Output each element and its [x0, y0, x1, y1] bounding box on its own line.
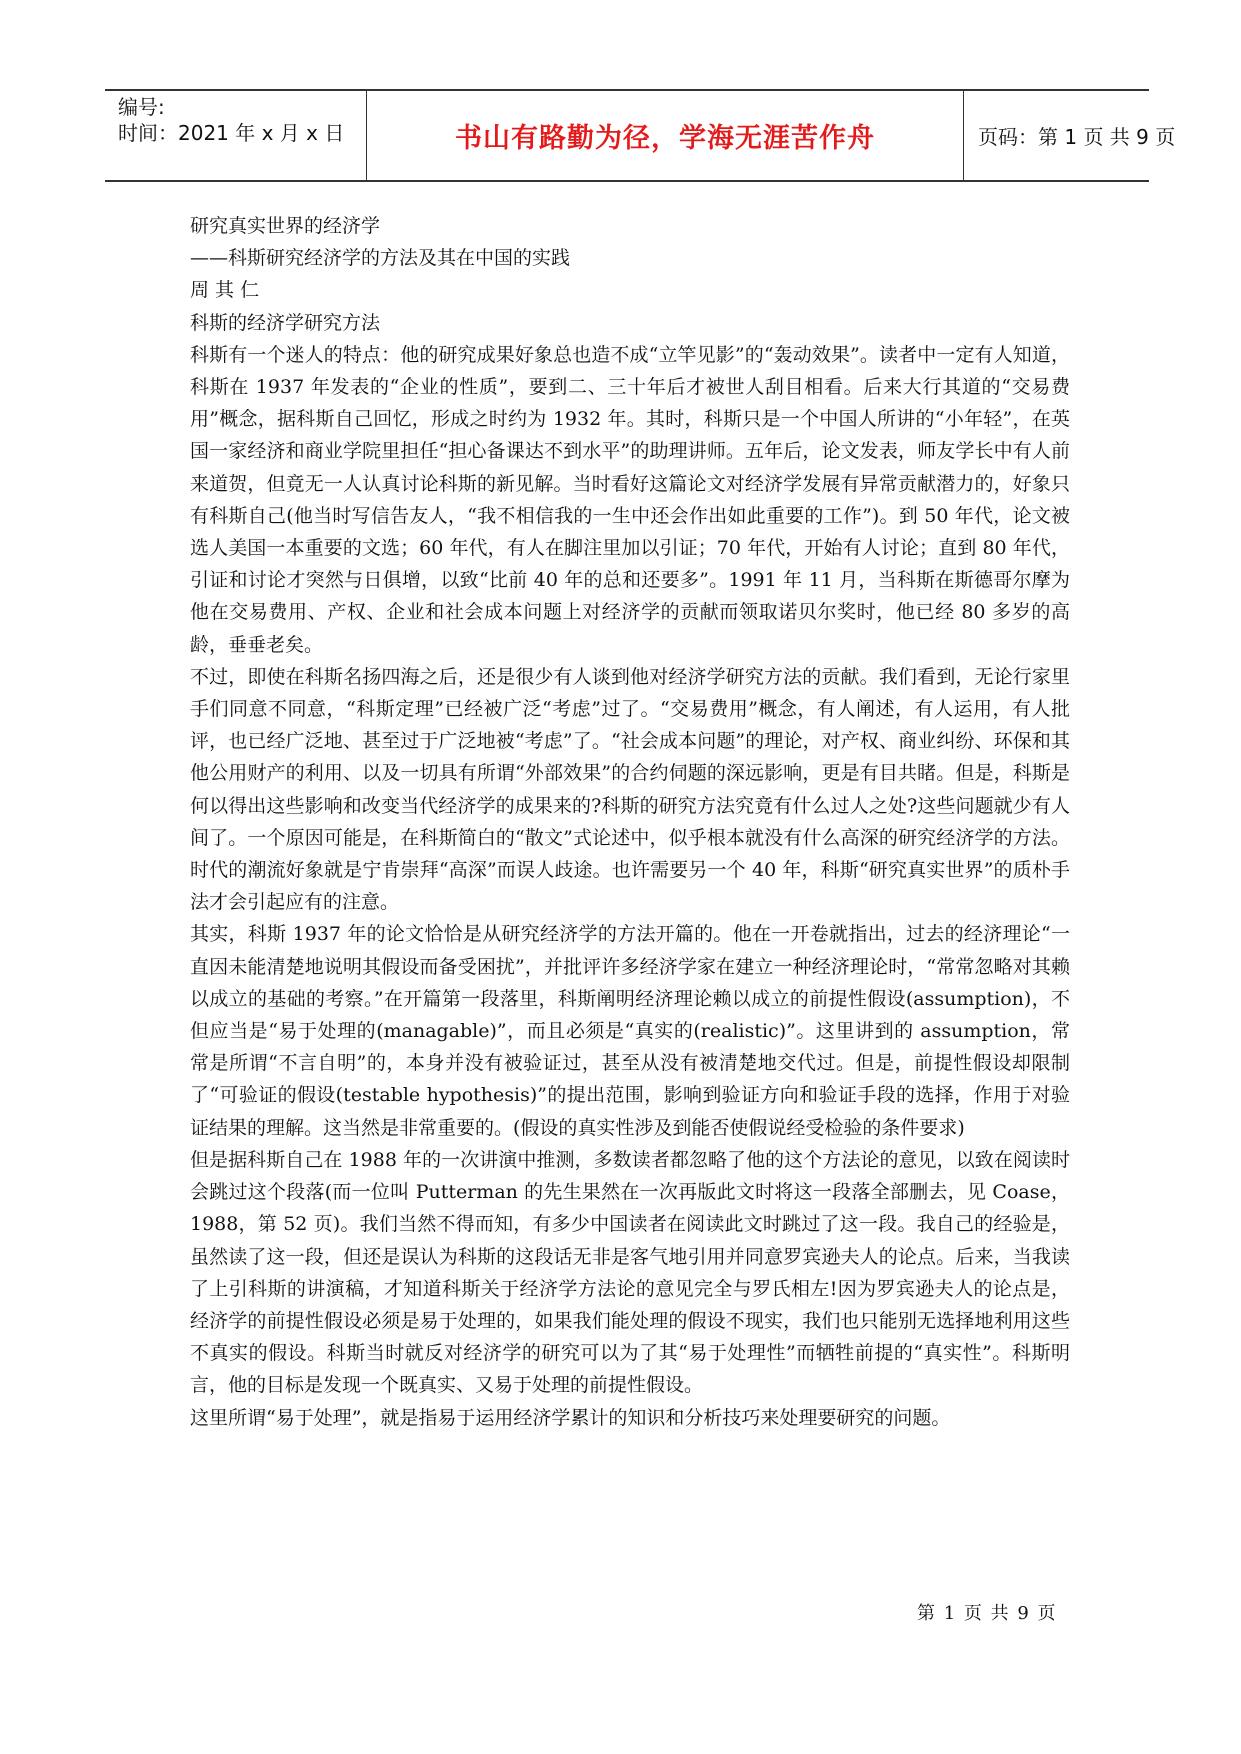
- header-page-count: 页码：第 1 页 共 9 页: [978, 125, 1176, 149]
- header-meta: [105, 91, 367, 180]
- paragraph: 但是据科斯自己在 1988 年的一次讲演中推测，多数读者都忽略了他的这个方法论的意见，以致在阅读时会跳过这个段落(而一位叫 Putterman 的先生果然在一次再版此文时将这一段落全部删去，见 Coase，1988，第 52 页)。我们当然不得而知，有多少中国读者在阅读此文时跳过了这一段。我自己的经验是，虽然读了这一段，但还是误认为科斯的这段话无非是客气地引用并同意罗宾逊夫人的论点。后来，当我读了上引科斯的讲演稿，才知道科斯关于经济学方法论的意见完全与罗氏相左!因为罗宾逊夫人的论点是，经济学的前提性假设必须是易于处理的，如果我们能处理的假设不现实，我们也只能别无选择地利用这些不真实的假设。科斯当时就反对经济学的研究可以为了其“易于处理性”而牺牲前提的“真实性”。科斯明言，他的目标是发现一个既真实、又易于处理的前提性假设。: [190, 1148, 1070, 1397]
- paragraph: 科斯有一个迷人的特点：他的研究成果好象总也造不成“立竿见影”的“轰动效果”。读者中一定有人知道，科斯在 1937 年发表的“企业的性质”，要到二、三十年后才被世人刮目相看。后来大行其道的“交易费用”概念，据科斯自己回忆，形成之时约为 1932 年。其时，科斯只是一个中国人所讲的“小年轻”，在英国一家经济和商业学院里担任“担心备课达不到水平”的助理讲师。五年后，论文发表，师友学长中有人前来道贺，但竟无一人认真讨论科斯的新见解。当时看好这篇论文对经济学发展有异常贡献潜力的，好象只有科斯自己(他当时写信告友人，“我不相信我的一生中还会作出如此重要的工作”)。到 50 年代，论文被选人美国一本重要的文选；60 年代，有人在脚注里加以引证；70 年代，开始有人讨论；直到 80 年代，引证和讨论才突然与日俱增，以致“比前 40 年的总和还要多”。1991 年 11 月，当科斯在斯德哥尔摩为他在交易费用、产权、企业和社会成本问题上对经济学的贡献而领取诺贝尔奖时，他已经 80 多岁的高龄，垂垂老矣。: [190, 343, 1070, 656]
- article-subtitle: ——科斯研究经济学的方法及其在中国的实践: [190, 247, 571, 270]
- document-date: 时间：2021 年 x 月 x 日: [118, 121, 345, 145]
- document-number-label: 编号:: [118, 95, 165, 119]
- page-footer: [917, 1599, 1056, 1625]
- paragraph: 其实，科斯 1937 年的论文恰恰是从研究经济学的方法开篇的。他在一开卷就指出，过去的经济理论“一直因未能清楚地说明其假设而备受困扰”，并批评许多经济学家在建立一种经济理论时，“常常忽略对其赖以成立的基础的考察。”在开篇第一段落里，科斯阐明经济理论赖以成立的前提性假设(assumption)，不但应当是“易于处理的(managable)”，而且必须是“真实的(realistic)”。这里讲到的 assumption，常常是所谓“不言自明”的，本身并没有被验证过，甚至从没有被清楚地交代过。但是，前提性假设却限制了“可验证的假设(testable hypothesis)”的提出范围，影响到验证方向和验证手段的选择，作用于对验证结果的理解。这当然是非常重要的。(假设的真实性涉及到能否使假说经受检验的条件要求): [190, 923, 1070, 1139]
- section-heading: 科斯的经济学研究方法: [190, 311, 381, 334]
- article-body: [190, 210, 1070, 1434]
- document-header: [105, 89, 1176, 182]
- article-title: 研究真实世界的经济学: [190, 215, 381, 237]
- footer-page-number: 第 1 页 共 9 页: [917, 1603, 1056, 1624]
- paragraph: 不过，即使在科斯名扬四海之后，还是很少有人谈到他对经济学研究方法的贡献。我们看到，无论行家里手们同意不同意，“科斯定理”已经被广泛“考虑”过了。“交易费用”概念，有人阐述，有人运用，有人批评，也已经广泛地、甚至过于广泛地被“考虑”了。“社会成本问题”的理论，对产权、商业纠纷、环保和其他公用财产的利用、以及一切具有所谓“外部效果”的合约伺题的深远影响，更是有目共睹。但是，科斯是何以得出这些影响和改变当代经济学的成果来的?科斯的研究方法究竟有什么过人之处?这些问题就少有人间了。一个原因可能是，在科斯简白的“散文”式论述中，似乎根本就没有什么高深的研究经济学的方法。时代的潮流好象就是宁肯崇拜“高深”而误人歧途。也许需要另一个 40 年，科斯“研究真实世界”的质朴手法才会引起应有的注意。: [190, 665, 1070, 914]
- header-motto-cell: [367, 91, 964, 180]
- article-author: 周 其 仁: [190, 279, 260, 302]
- paragraph: 这里所谓“易于处理”，就是指易于运用经济学累计的知识和分析技巧来处理要研究的问题。: [190, 1406, 951, 1429]
- header-motto: 书山有路勤为径，学海无涯苦作舟: [455, 123, 875, 154]
- header-page-info: [964, 91, 1176, 180]
